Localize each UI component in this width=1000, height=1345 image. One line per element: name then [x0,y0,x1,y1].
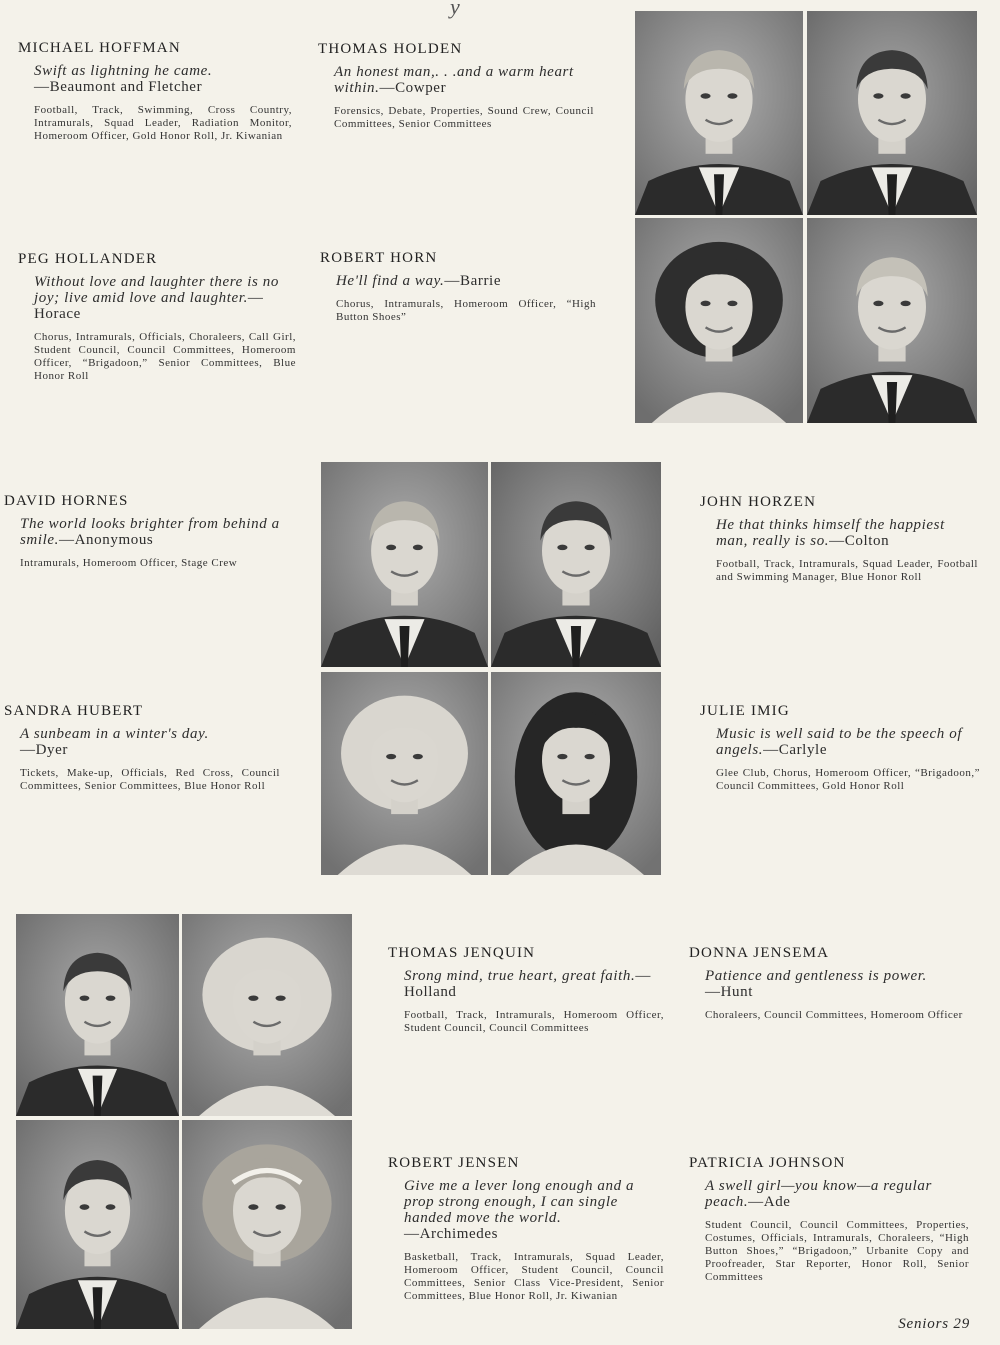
senior-quote [705,1178,969,1210]
portrait-photo [807,218,977,423]
senior-activities: Forensics, Debate, Properties, Sound Crew, Council Committees, Senior Committees [334,105,594,130]
senior-name: THOMAS JENQUIN [388,945,536,961]
quote-author: —Cowper [379,80,447,96]
senior-activities: Student Council, Council Committees, Properties, Costumes, Officials, Intramurals, Choraleers, “High Button Shoes,” “Brigadoon,” Urbanite Copy and Proofreader, Star Reporter, Honor Roll, Senior Committees [705,1219,969,1283]
senior-entry [18,251,296,383]
senior-activities: Basketball, Track, Intramurals, Squad Leader, Homeroom Officer, Student Council, Council Committees, Senior Class Vice-President, Senior Committees, Blue Honor Roll, Jr. Kiwanian [404,1251,664,1302]
senior-activities: Football, Track, Intramurals, Squad Leader, Football and Swimming Manager, Blue Honor Roll [716,558,978,583]
senior-activities: Chorus, Intramurals, Homeroom Officer, “High Button Shoes” [336,298,596,323]
senior-name: MICHAEL HOFFMAN [18,40,181,56]
quote-text: Music is well said to be the speech of angels. [716,726,963,758]
senior-name: SANDRA HUBERT [4,703,144,719]
portrait-photo [807,11,977,215]
senior-quote [404,1178,664,1242]
senior-activities: Football, Track, Intramurals, Homeroom Officer, Student Council, Council Committees [404,1009,664,1034]
senior-name: JULIE IMIG [700,703,790,719]
quote-text: He'll find a way. [336,273,445,289]
quote-author: —Holland [404,968,651,1000]
top-decoration: y [450,0,460,19]
senior-name: DAVID HORNES [4,493,129,509]
quote-text: The world looks brighter from behind a smile. [20,516,280,548]
portrait-photo [16,914,179,1116]
senior-entry [689,945,969,1022]
senior-quote [34,274,296,322]
senior-entry [388,1155,664,1303]
quote-author: —Barrie [444,273,502,289]
page-footer: Seniors 29 [898,1316,970,1332]
senior-name: ROBERT HORN [320,250,438,266]
senior-activities: Glee Club, Chorus, Homeroom Officer, “Brigadoon,” Council Committees, Gold Honor Roll [716,767,980,792]
quote-text: Give me a lever long enough and a prop strong enough, I can single handed move the world. [404,1178,635,1226]
quote-author: —Carlyle [763,742,828,758]
senior-quote [34,63,292,95]
portrait-photo [491,462,661,667]
quote-author: —Colton [829,533,890,549]
senior-entry [4,703,280,793]
quote-text: Srong mind, true heart, great faith. [404,968,636,984]
portrait-photo [321,462,488,667]
quote-author: —Dyer [20,742,68,758]
senior-name: ROBERT JENSEN [388,1155,520,1171]
quote-text: He that thinks himself the happiest man, really is so. [716,517,945,549]
senior-name: DONNA JENSEMA [689,945,830,961]
senior-entry [320,250,596,324]
quote-author: —Beaumont and Fletcher [34,79,203,95]
portrait-photo [321,672,488,875]
senior-name: THOMAS HOLDEN [318,41,463,57]
quote-text: A swell girl—you know—a regular peach. [705,1178,932,1210]
senior-quote [334,64,594,96]
quote-author: —Archimedes [404,1226,499,1242]
senior-entry [18,40,292,143]
senior-name: PEG HOLLANDER [18,251,158,267]
senior-entry [388,945,664,1035]
senior-entry [700,494,978,584]
quote-text: Without love and laughter there is no joy; live amid love and laughter. [34,274,279,306]
senior-quote [20,516,280,548]
senior-entry [689,1155,969,1284]
portrait-photo [16,1120,179,1329]
portrait-photo [182,914,352,1116]
quote-author: —Horace [34,290,264,322]
quote-text: Patience and gentleness is power. [705,968,927,984]
quote-author: —Ade [748,1194,791,1210]
senior-activities: Football, Track, Swimming, Cross Country, Intramurals, Squad Leader, Radiation Monitor, Homeroom Officer, Gold Honor Roll, Jr. Kiwanian [34,104,292,142]
senior-entry [4,493,280,570]
senior-entry [700,703,980,793]
senior-name: PATRICIA JOHNSON [689,1155,846,1171]
portrait-photo [635,218,803,423]
senior-quote [336,273,596,289]
portrait-photo [182,1120,352,1329]
senior-quote [705,968,969,1000]
quote-text: An honest man,. . .and a warm heart within. [334,64,574,96]
senior-activities: Choraleers, Council Committees, Homeroom Officer [705,1009,963,1021]
senior-quote [716,517,978,549]
senior-name: JOHN HORZEN [700,494,817,510]
portrait-photo [635,11,803,215]
quote-author: —Hunt [705,984,753,1000]
senior-quote [20,726,280,758]
portrait-photo [491,672,661,875]
senior-quote [404,968,664,1000]
senior-entry [318,41,594,131]
quote-text: Swift as lightning he came. [34,63,213,79]
senior-activities: Tickets, Make-up, Officials, Red Cross, Council Committees, Senior Committees, Blue Honor Roll [20,767,280,792]
senior-quote [716,726,980,758]
senior-activities: Chorus, Intramurals, Officials, Choraleers, Call Girl, Student Council, Council Committees, Homeroom Officer, “Brigadoon,” Senior Committees, Blue Honor Roll [34,331,296,382]
quote-text: A sunbeam in a winter's day. [20,726,209,742]
senior-activities: Intramurals, Homeroom Officer, Stage Crew [20,557,238,569]
quote-author: —Anonymous [59,532,154,548]
